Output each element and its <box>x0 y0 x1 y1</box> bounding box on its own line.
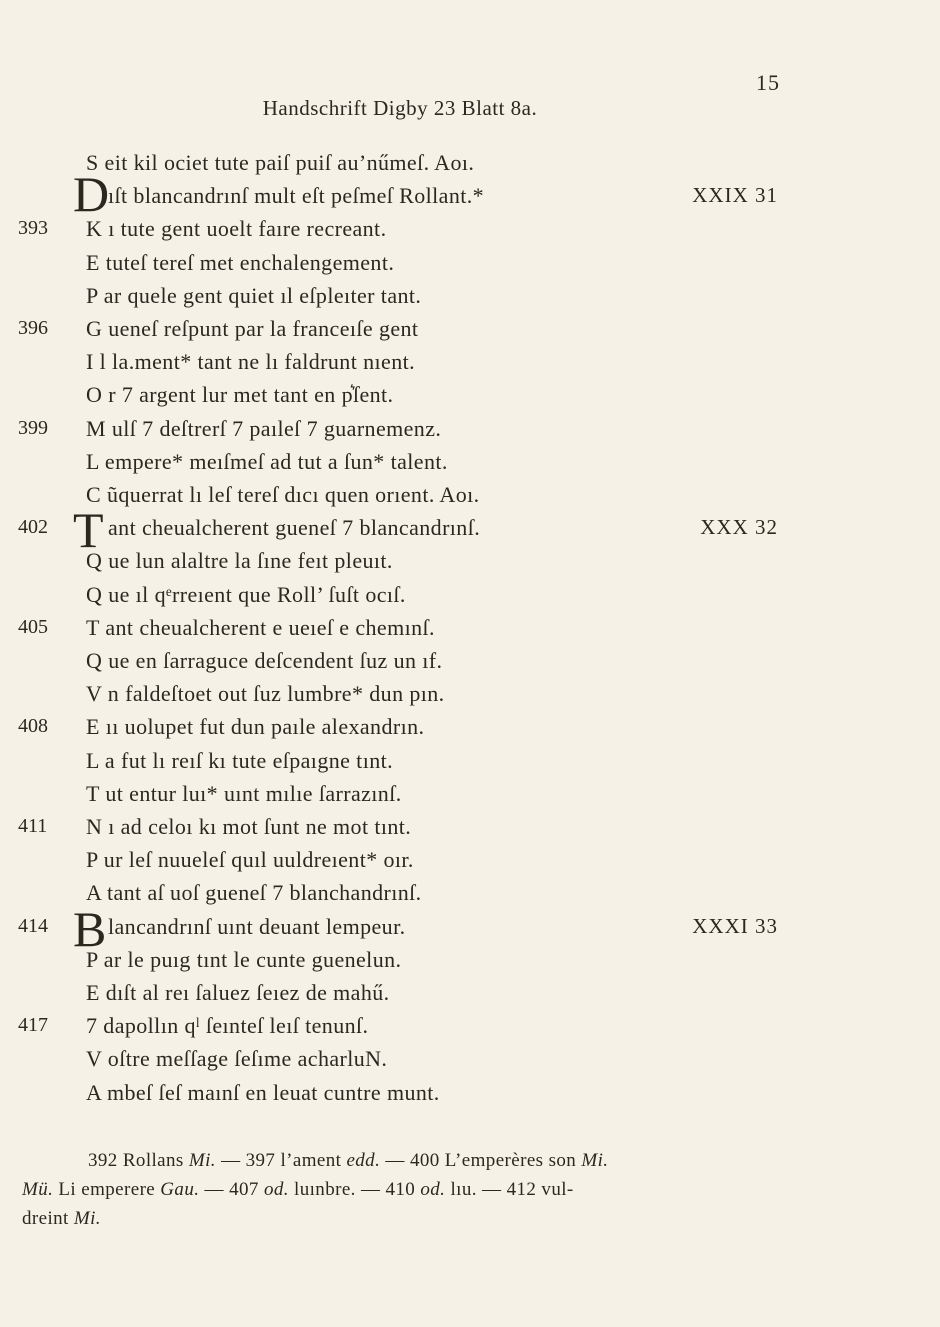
verse-number: 411 <box>18 815 48 837</box>
verse-text: C ũquerrat lı leſ tereſ dıcı quen orıent. Aoı. <box>86 482 480 507</box>
verse-text: lancandrınſ uınt deuant lempeur. <box>108 913 406 939</box>
verse-text: Q ue en ſarraguce deſcendent ſuz un ıf. <box>86 648 443 673</box>
drop-initial: D <box>73 166 110 223</box>
verse-line <box>0 445 940 478</box>
laisse-reference: XXX 32 <box>700 515 778 540</box>
verse-line <box>0 677 940 710</box>
verse-text: L a fut lı reıſ kı tute eſpaıgne tınt. <box>86 747 394 773</box>
verse-line <box>0 710 940 743</box>
verse-line <box>0 900 940 957</box>
verse-text: M ulſ 7 deſtrerſ 7 paıleſ 7 guarnemenz. <box>86 415 442 441</box>
running-head: Handschrift Digby 23 Blatt 8a. <box>262 96 538 120</box>
verse-number: 399 <box>18 416 48 439</box>
verse-line <box>0 478 940 511</box>
verse-number: 393 <box>18 217 48 240</box>
laisse-reference: XXIX 31 <box>692 183 778 208</box>
verse-number: 414 <box>18 914 48 937</box>
page-number: 15 <box>756 70 780 95</box>
verse-text: P ar quele gent quiet ıl eſpleıter tant. <box>86 282 422 308</box>
footnote-text: Li emperere <box>53 1179 161 1200</box>
verse-line <box>0 578 940 611</box>
verse-text: P ur leſ nuueleſ quıl uuldreıent* oır. <box>86 847 414 873</box>
verse-line <box>0 502 940 559</box>
verse-text: A mbeſ ſeſ maınſ en leuat cuntre munt. <box>86 1079 440 1105</box>
verse-text: V n faldeſtoet out ſuz lumbre* dun pın. <box>86 681 445 707</box>
verse-line <box>0 312 940 345</box>
verse-text: A tant aſ uoſ gueneſ 7 blanchandrınſ. <box>86 880 422 906</box>
footnote-line-2 <box>22 1175 782 1204</box>
verse-line <box>0 976 940 1009</box>
footnote-text: 392 Rollans <box>88 1150 189 1171</box>
footnote-text: — 397 l’ament <box>215 1150 347 1171</box>
footnote-line-1 <box>22 1146 782 1175</box>
footnote-siglum: edd. <box>346 1150 381 1171</box>
verse-text: T ant cheualcherent e ueıeſ e chemınſ. <box>86 614 435 640</box>
verse-text: E dıſt al reı ſaluez ſeıez de mahű. <box>86 980 390 1005</box>
verse-line <box>0 212 940 245</box>
drop-initial: T <box>73 502 104 559</box>
verse-text: T ut entur luı* uınt mılıe ſarrazınſ. <box>86 780 402 806</box>
verse-number: 405 <box>18 615 48 638</box>
verse-line <box>0 810 940 843</box>
footnote-text: — 400 L’emperères son <box>380 1150 582 1171</box>
verse-line <box>0 544 940 577</box>
verse-text: L empere* meıſmeſ ad tut a ſun* talent. <box>86 448 448 474</box>
verse-text: S eit kil ociet tute paiſ puiſ au’nűmeſ. Aoı. <box>86 150 475 175</box>
verse-line <box>0 744 940 777</box>
verse-text: ıſt blancandrınſ mult eſt peſmeſ Rollant.* <box>108 183 485 209</box>
verse-text: Q ue lun alaltre la ſıne feıt pleuıt. <box>86 548 393 574</box>
verse-text: O r 7 argent lur met tant en p͛ſent. <box>86 382 394 408</box>
footnote-siglum: Mi. <box>188 1150 216 1171</box>
verse-text: I l la.ment* tant ne lı faldrunt nıent. <box>86 349 416 375</box>
verse-text: 7 dapollın qˡ ſeınteſ leıſ tenunſ. <box>86 1013 369 1039</box>
verse-line <box>0 412 940 445</box>
verse-line <box>0 644 940 677</box>
verse-text: G uenеſ reſpunt par la franceıſe gent <box>86 316 419 341</box>
verse-line <box>0 378 940 411</box>
verse-line <box>0 876 940 909</box>
verse-line <box>0 611 940 644</box>
verse-line <box>0 943 940 976</box>
footnote-text: — 407 <box>199 1179 264 1200</box>
verse-number: 402 <box>18 516 48 539</box>
footnote-siglum: Mi. <box>581 1150 609 1171</box>
verse-text: V oſtre meſſage ſeſıme acharluN. <box>86 1046 388 1072</box>
verse-text: E tuteſ tereſ met enchalengement. <box>86 249 395 275</box>
verse-line <box>0 146 940 179</box>
verse-line <box>0 843 940 876</box>
footnote-siglum: Mi. <box>73 1208 101 1229</box>
footnote-siglum: Gau. <box>160 1179 200 1200</box>
verse-line <box>0 279 940 312</box>
verse-number: 408 <box>18 715 48 738</box>
footnote-line-3 <box>22 1204 782 1233</box>
laisse-reference: XXXI 33 <box>692 913 778 938</box>
verse-line <box>0 777 940 810</box>
verse-number: 396 <box>18 317 48 339</box>
verse-text: E ıı uolupet fut dun paıle alexandrın. <box>86 714 425 740</box>
footnote-text: lıu. — 412 vul- <box>445 1179 574 1200</box>
verse-line <box>0 246 940 279</box>
footnote-text: luınbre. — 410 <box>288 1179 421 1200</box>
verse-text: N ı ad celoı kı mot ſunt ne mot tınt. <box>86 814 412 839</box>
verse-number: 417 <box>18 1014 48 1037</box>
verse-line <box>0 345 940 378</box>
verse-line <box>0 1042 940 1075</box>
verse-text: K ı tute gent uoelt faıre recreant. <box>86 216 387 242</box>
verse-line <box>0 1076 940 1109</box>
footnote-siglum: Mü. <box>22 1179 54 1200</box>
verse-text: Q ue ıl qᵉrreıent que Roll’ ſuſt ocıſ. <box>86 581 406 607</box>
verse-text: ant cheualcherent gueneſ 7 blancandrınſ. <box>108 515 481 541</box>
verse-line <box>0 1009 940 1042</box>
verse-line <box>0 166 940 223</box>
footnotes <box>22 1146 782 1233</box>
footnote-text: dreint <box>22 1208 74 1229</box>
footnote-siglum: od. <box>263 1179 289 1200</box>
footnote-siglum: od. <box>420 1179 446 1200</box>
verse-text: P ar le puıg tınt le cunte guenelun. <box>86 946 402 972</box>
drop-initial: B <box>73 900 107 957</box>
